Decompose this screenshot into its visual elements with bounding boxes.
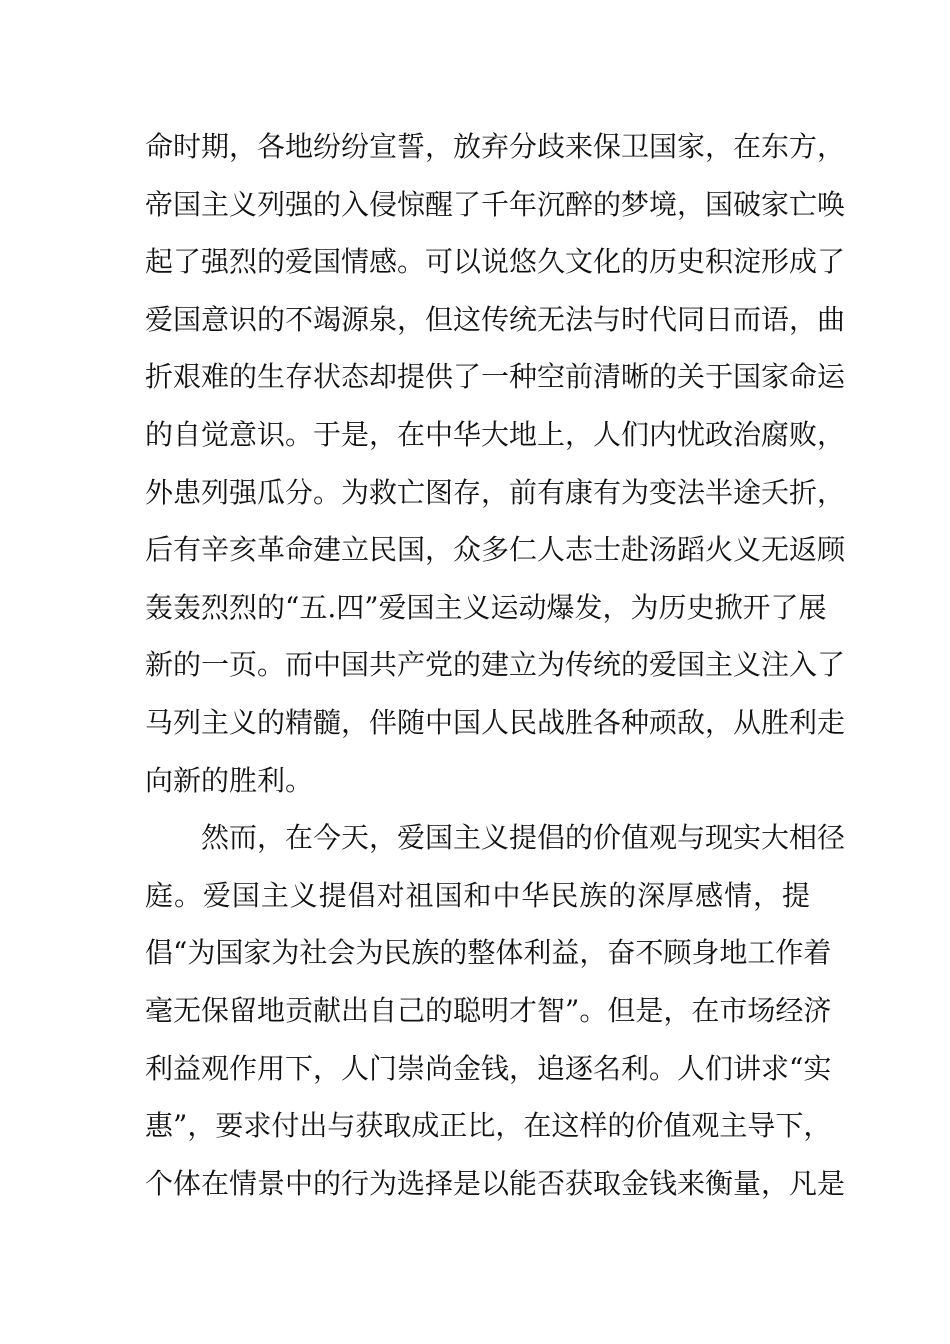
text-line: 然而，在今天，爱国主义提倡的价值观与现实大相径 <box>201 821 846 855</box>
text-line: 个体在情景中的行为选择是以能否获取金钱来衡量，凡是 <box>145 1166 846 1200</box>
text-line: 爱国意识的不竭源泉，但这传统无法与时代同日而语，曲 <box>145 302 846 336</box>
paragraph-2 <box>145 809 846 1212</box>
text-line: 利益观作用下，人门崇尚金钱，追逐名利。人们讲求“实 <box>145 1051 832 1085</box>
text-line: 轰轰烈烈的“五.四”爱国主义运动爆发，为历史掀开了展 <box>145 590 827 624</box>
text-line: 帝国主义列强的入侵惊醒了千年沉醉的梦境，国破家亡唤 <box>145 187 846 221</box>
text-line: 马列主义的精髓，伴随中国人民战胜各种顽敌，从胜利走 <box>145 705 846 739</box>
text-line: 向新的胜利。 <box>145 763 314 797</box>
text-line: 的自觉意识。于是，在中华大地上，人们内忧政治腐败， <box>145 417 846 451</box>
paragraph-1 <box>145 118 846 809</box>
text-line: 庭。爱国主义提倡对祖国和中华民族的深厚感情，提 <box>145 878 810 912</box>
text-line: 后有辛亥革命建立民国，众多仁人志士赴汤蹈火义无返顾 <box>145 533 846 567</box>
text-line: 惠”，要求付出与获取成正比，在这样的价值观主导下， <box>145 1109 832 1143</box>
text-line: 毫无保留地贡献出自己的聪明才智”。但是，在市场经济 <box>145 993 832 1027</box>
text-line: 倡“为国家为社会为民族的整体利益，奋不顾身地工作着 <box>145 936 832 970</box>
text-line: 折艰难的生存状态却提供了一种空前清晰的关于国家命运 <box>145 360 846 394</box>
text-line: 命时期，各地纷纷宣誓，放弃分歧来保卫国家，在东方， <box>145 130 846 163</box>
text-line: 外患列强瓜分。为救亡图存，前有康有为变法半途夭折， <box>145 475 846 509</box>
body-text <box>145 118 846 1212</box>
text-line: 起了强烈的爱国情感。可以说悠久文化的历史积淀形成了 <box>145 245 846 279</box>
text-line: 新的一页。而中国共产党的建立为传统的爱国主义注入了 <box>145 648 846 682</box>
